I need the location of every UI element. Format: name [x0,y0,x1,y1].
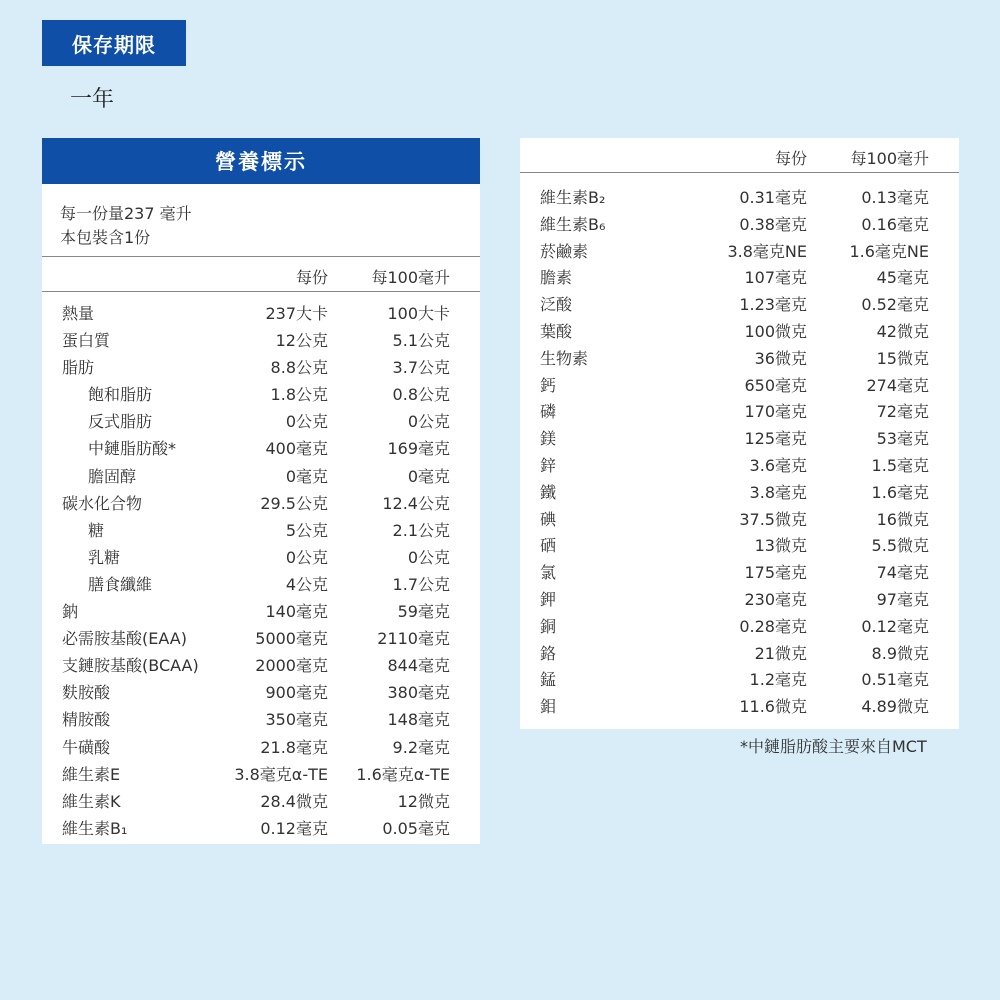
value-per-100ml: 1.6毫克 [871,482,929,502]
nutrient-row [520,425,959,452]
value-per-100ml: 1.5毫克 [871,455,929,475]
nutrient-name: 中鏈脂肪酸* [88,439,177,459]
nutrient-row [42,300,480,327]
nutrition-panel-right [520,138,959,729]
value-per-100ml: 380毫克 [387,683,450,703]
nutrient-name: 磷 [540,402,557,422]
value-per-100ml: 0.12毫克 [861,616,929,636]
nutrient-name: 鉀 [540,589,557,609]
nutrient-name: 生物素 [540,348,589,368]
nutrient-name: 鉬 [540,697,557,717]
nutrient-row [42,788,480,815]
nutrient-row [42,544,480,571]
nutrient-row [520,479,959,506]
value-per-serving: 400毫克 [265,439,328,459]
nutrient-name: 牛磺酸 [62,737,111,757]
nutrient-name: 膳食纖維 [88,574,153,594]
nutrient-name: 必需胺基酸(EAA) [62,629,187,649]
value-per-100ml: 100大卡 [387,304,450,323]
value-per-100ml: 42微克 [876,321,929,341]
nutrient-row [42,652,480,679]
nutrient-name: 精胺酸 [62,710,111,730]
value-per-100ml: 59毫克 [397,602,450,622]
nutrient-row [520,586,959,613]
value-per-serving: 1.2毫克 [749,670,807,690]
nutrient-list-right [520,184,959,720]
nutrient-name: 糖 [88,520,105,540]
value-per-100ml: 97毫克 [876,589,929,609]
nutrient-row [520,318,959,345]
nutrient-name: 乳糖 [88,547,121,567]
value-per-100ml: 0公克 [407,412,450,432]
nutrient-row [42,490,480,517]
nutrient-row [520,372,959,399]
value-per-serving: 0.38毫克 [739,214,807,234]
nutrient-row [520,506,959,533]
value-per-serving: 0.28毫克 [739,616,807,636]
nutrient-name: 硒 [540,536,557,556]
value-per-100ml: 0公克 [407,547,450,567]
nutrient-row [42,625,480,652]
nutrient-row [520,345,959,372]
col-per-serving: 每份 [774,149,807,168]
nutrient-row [42,679,480,706]
nutrient-name: 鉻 [540,643,557,663]
value-per-100ml: 72毫克 [876,402,929,422]
value-per-100ml: 8.9微克 [871,643,929,663]
shelf-life-label: 保存期限 [42,20,186,66]
nutrient-name: 錳 [540,670,557,690]
value-per-serving: 3.8毫克 [749,482,807,502]
nutrient-name: 鐵 [540,482,557,502]
nutrient-name: 鋅 [540,455,557,475]
nutrient-name: 銅 [540,616,557,636]
nutrient-row [42,734,480,761]
value-per-serving: 2000毫克 [255,656,328,676]
value-per-serving: 11.6微克 [739,697,807,717]
value-per-serving: 1.8公克 [270,385,328,405]
nutrient-row [520,184,959,211]
value-per-serving: 28.4微克 [260,791,328,811]
column-header [42,256,480,292]
value-per-100ml: 3.7公克 [392,358,450,378]
value-per-100ml: 844毫克 [387,656,450,676]
nutrient-name: 反式脂肪 [88,412,153,432]
col-per-100ml: 每100毫升 [850,149,929,168]
nutrient-row [42,327,480,354]
value-per-100ml: 0.16毫克 [861,214,929,234]
nutrient-name: 菸鹼素 [540,241,589,261]
value-per-serving: 0.31毫克 [739,188,807,207]
serving-size: 每一份量237 毫升 [60,204,192,223]
value-per-100ml: 45毫克 [876,268,929,288]
nutrient-name: 維生素B₂ [540,188,606,207]
nutrient-name: 維生素K [62,791,121,811]
value-per-100ml: 0.52毫克 [861,295,929,315]
nutrient-name: 鈉 [62,602,79,622]
nutrient-name: 膽素 [540,268,573,288]
value-per-serving: 0毫克 [285,466,328,486]
nutrient-row [42,408,480,435]
value-per-100ml: 0.05毫克 [382,818,450,838]
value-per-100ml: 5.1公克 [392,331,450,351]
value-per-serving: 8.8公克 [270,358,328,378]
nutrient-name: 氯 [540,563,557,583]
nutrient-name: 熱量 [62,304,95,323]
nutrient-list-left [42,300,480,842]
value-per-100ml: 12微克 [397,791,450,811]
nutrient-name: 葉酸 [540,321,573,341]
nutrient-name: 脂肪 [62,358,95,378]
col-per-serving: 每份 [295,268,328,287]
value-per-serving: 900毫克 [265,683,328,703]
value-per-100ml: 1.6毫克α-TE [356,764,450,784]
nutrient-row [520,452,959,479]
nutrient-row [42,571,480,598]
value-per-serving: 230毫克 [744,589,807,609]
value-per-100ml: 53毫克 [876,429,929,449]
nutrient-row [520,398,959,425]
nutrient-name: 碘 [540,509,557,529]
value-per-serving: 3.8毫克α-TE [234,764,328,784]
value-per-100ml: 274毫克 [866,375,929,395]
nutrient-name: 碳水化合物 [62,493,143,513]
nutrient-row [42,517,480,544]
value-per-serving: 0.12毫克 [260,818,328,838]
value-per-100ml: 1.7公克 [392,574,450,594]
nutrient-row [520,613,959,640]
value-per-serving: 107毫克 [744,268,807,288]
value-per-100ml: 0毫克 [407,466,450,486]
value-per-serving: 5000毫克 [255,629,328,649]
nutrient-row [520,238,959,265]
value-per-100ml: 0.8公克 [392,385,450,405]
value-per-serving: 0公克 [285,547,328,567]
value-per-serving: 650毫克 [744,375,807,395]
value-per-100ml: 169毫克 [387,439,450,459]
nutrient-row [520,264,959,291]
value-per-serving: 36微克 [754,348,807,368]
value-per-serving: 350毫克 [265,710,328,730]
value-per-serving: 12公克 [275,331,328,351]
value-per-serving: 21.8毫克 [260,737,328,757]
value-per-100ml: 4.89微克 [861,697,929,717]
nutrient-row [520,211,959,238]
column-header [520,138,959,173]
value-per-100ml: 74毫克 [876,563,929,583]
nutrient-row [520,291,959,318]
value-per-serving: 175毫克 [744,563,807,583]
value-per-100ml: 15微克 [876,348,929,368]
value-per-100ml: 0.13毫克 [861,188,929,207]
nutrition-panel-left [42,138,480,844]
value-per-serving: 170毫克 [744,402,807,422]
footnote: *中鏈脂肪酸主要來自MCT [740,737,927,756]
nutrient-name: 維生素E [62,764,121,784]
value-per-serving: 5公克 [285,520,328,540]
value-per-serving: 37.5微克 [739,509,807,529]
nutrient-row [42,706,480,733]
value-per-serving: 0公克 [285,412,328,432]
nutrient-row [42,354,480,381]
value-per-100ml: 12.4公克 [382,493,450,513]
nutrient-name: 維生素B₆ [540,214,606,234]
value-per-100ml: 2110毫克 [377,629,450,649]
value-per-100ml: 9.2毫克 [392,737,450,757]
col-per-100ml: 每100毫升 [371,268,450,287]
nutrient-row [42,761,480,788]
value-per-100ml: 5.5微克 [871,536,929,556]
value-per-serving: 13微克 [754,536,807,556]
value-per-serving: 21微克 [754,643,807,663]
nutrition-title: 營養標示 [42,138,480,184]
nutrient-name: 鎂 [540,429,557,449]
value-per-serving: 3.8毫克NE [727,241,807,261]
nutrient-name: 飽和脂肪 [88,385,153,405]
nutrient-row [42,598,480,625]
value-per-100ml: 16微克 [876,509,929,529]
nutrient-row [42,381,480,408]
value-per-100ml: 0.51毫克 [861,670,929,690]
nutrient-name: 維生素B₁ [62,818,128,838]
value-per-100ml: 148毫克 [387,710,450,730]
nutrient-name: 膽固醇 [88,466,137,486]
value-per-serving: 125毫克 [744,429,807,449]
shelf-life-value: 一年 [70,87,115,112]
nutrient-row [42,815,480,842]
nutrient-name: 支鏈胺基酸(BCAA) [62,656,199,676]
nutrient-row [520,693,959,720]
nutrient-name: 鈣 [540,375,557,395]
nutrient-name: 泛酸 [540,295,573,315]
value-per-serving: 237大卡 [265,304,328,323]
nutrient-row [42,435,480,462]
value-per-serving: 1.23毫克 [739,295,807,315]
value-per-100ml: 1.6毫克NE [849,241,929,261]
serving-info [42,184,480,250]
nutrient-row [520,640,959,667]
value-per-100ml: 2.1公克 [392,520,450,540]
value-per-serving: 140毫克 [265,602,328,622]
value-per-serving: 3.6毫克 [749,455,807,475]
nutrient-name: 麩胺酸 [62,683,111,703]
nutrient-row [520,559,959,586]
nutrient-row [520,666,959,693]
value-per-serving: 100微克 [744,321,807,341]
nutrient-row [42,463,480,490]
value-per-serving: 4公克 [285,574,328,594]
servings-per-pack: 本包裝含1份 [60,228,151,247]
value-per-serving: 29.5公克 [260,493,328,513]
nutrient-row [520,532,959,559]
nutrient-name: 蛋白質 [62,331,111,351]
